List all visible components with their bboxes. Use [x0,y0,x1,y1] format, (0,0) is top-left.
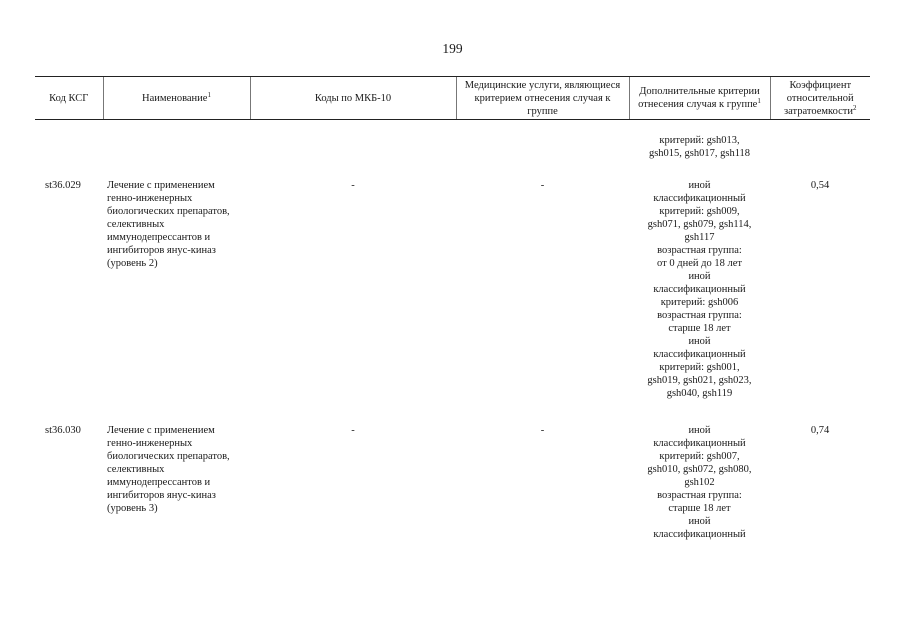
header-medical-services: Медицинские услуги, являющиеся критерием отнесения случая к группе [456,77,629,120]
table-row [35,424,870,554]
header-mkb-codes: Коды по МКБ-10 [250,77,456,120]
mkb-cell: - [351,180,355,191]
header-coefficient: Коэффициент относительной затратоемкости$^2$ [770,77,870,120]
name-cell: Лечение с применением генно-инженерных биологических препаратов, селективных иммунодепрессантов и ингибиторов янус-киназ (уровень 2) [107,180,230,269]
table-row [35,179,870,424]
criteria-cell: критерий: gsh013, gsh015, gsh017, gsh118 [648,135,751,159]
header-additional-criteria: Дополнительные критерии отнесения случая к группе$^1$ [629,77,770,120]
page-number: 199 [442,41,463,56]
table-header-row [35,77,870,120]
criteria-cell: иной классификационный критерий: gsh009, gsh071, gsh079, gsh114, gsh117 возрастная группа: от 0 дней до 18 лет иной классификационный критерий: gsh006 возрастная группа: старше 18 лет иной классификационный критерий: gsh001, gsh019, gsh021, gsh023, gsh040, gsh119 [647,180,752,399]
coefficient-cell: 0,74 [810,425,830,436]
header-ksg-code: Код КСГ [35,77,103,120]
services-cell: - [540,425,545,436]
coefficient-cell: 0,54 [810,180,830,191]
ksg-table [35,76,870,554]
services-cell: - [540,180,545,191]
table-row-continuation [35,120,870,180]
ksg-code-cell: st36.030 [45,425,81,436]
ksg-code-cell: st36.029 [45,180,81,191]
mkb-cell: - [351,425,355,436]
name-cell: Лечение с применением генно-инженерных биологических препаратов, селективных иммунодепрессантов и ингибиторов янус-киназ (уровень 3) [107,425,230,514]
header-name: Наименование$^1$ [103,77,250,120]
criteria-cell: иной классификационный критерий: gsh007, gsh010, gsh072, gsh080, gsh102 возрастная группа: старше 18 лет иной классификационный [647,425,752,540]
